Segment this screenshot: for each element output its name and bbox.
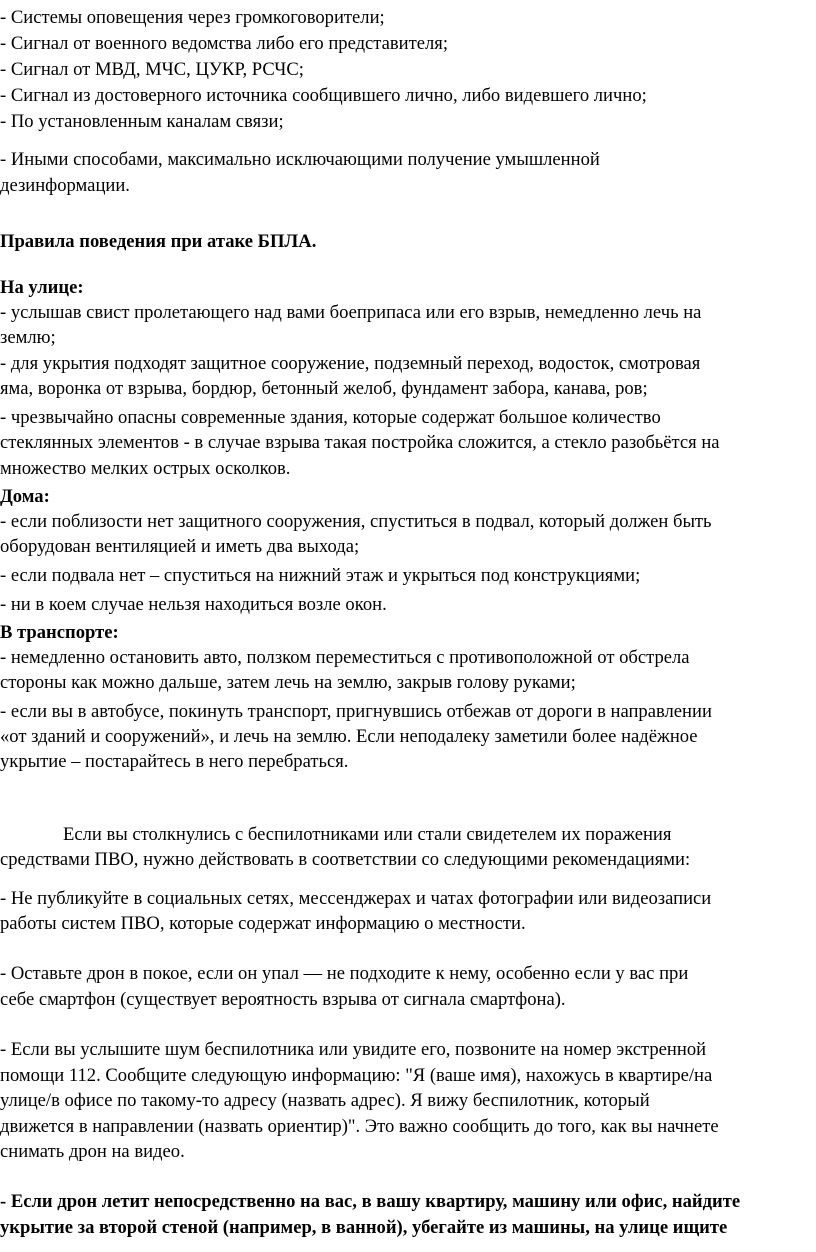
home-line: - если поблизости нет защитного сооружения, спуститься в подвал, который должен быть [0,511,712,532]
transport-line: стороны как можно дальше, затем лечь на землю, закрыв голову руками; [0,672,576,693]
drones-p3-line: - Если вы услышите шум беспилотника или увидите его, позвоните на номер экстренной [0,1039,707,1060]
intro-line: - Сигнал из достоверного источника сообщившего лично, либо видевшего лично; [0,85,647,106]
intro-line: - Системы оповещения через громкоговорители; [0,7,385,28]
street-line: землю; [0,327,56,348]
street-line: множество мелких острых осколков. [0,458,291,479]
intro-line: - Сигнал от военного ведомства либо его представителя; [0,33,449,54]
transport-heading: В транспорте: [0,622,119,643]
home-heading: Дома: [0,486,50,507]
rules-heading: Правила поведения при атаке БПЛА. [0,231,317,252]
street-line: - чрезвычайно опасны современные здания, которые содержат большое количество [0,407,661,428]
transport-line: «от зданий и сооружений», и лечь на землю. Если неподалеку заметили более надёжное [0,726,698,747]
drones-intro-line: Если вы столкнулись с беспилотниками или стали свидетелем их поражения [63,824,672,845]
drones-p3-line: снимать дрон на видео. [0,1141,185,1162]
street-line: яма, воронка от взрыва, бордюр, бетонный желоб, фундамент забора, канава, ров; [0,378,648,399]
drones-p1-line: работы систем ПВО, которые содержат информацию о местности. [0,913,526,934]
home-line: - если подвала нет – спуститься на нижний этаж и укрыться под конструкциями; [0,565,641,586]
street-line: стеклянных элементов - в случае взрыва такая постройка сложится, а стекло разобьётся на [0,432,720,453]
street-heading: На улице: [0,277,84,298]
street-line: - услышав свист пролетающего над вами боеприпаса или его взрыв, немедленно лечь на [0,302,702,323]
drones-p2-line: себе смартфон (существует вероятность взрыва от сигнала смартфона). [0,989,566,1010]
intro-line: - Иными способами, максимально исключающими получение умышленной [0,149,600,170]
home-line: - ни в коем случае нельзя находиться возле окон. [0,594,387,615]
drones-p3-line: движется в направлении (назвать ориентир)". Это важно сообщить до того, как вы начнете [0,1116,719,1137]
drones-p4-line: укрытие за второй стеной (например, в ванной), убегайте из машины, на улице ищите [0,1217,728,1238]
drones-intro-line: средствами ПВО, нужно действовать в соответствии со следующими рекомендациями: [0,849,691,870]
transport-line: укрытие – постарайтесь в него перебраться. [0,751,349,772]
home-line: оборудован вентиляцией и иметь два выхода; [0,536,360,557]
transport-line: - немедленно остановить авто, ползком переместиться с противоположной от обстрела [0,647,690,668]
transport-line: - если вы в автобусе, покинуть транспорт, пригнувшись отбежав от дороги в направлении [0,701,712,722]
drones-p4-line: - Если дрон летит непосредственно на вас, в вашу квартиру, машину или офис, найдите [0,1191,741,1212]
intro-line: - По установленным каналам связи; [0,111,284,132]
drones-p1-line: - Не публикуйте в социальных сетях, мессенджерах и чатах фотографии или видеозаписи [0,888,712,909]
drones-p3-line: улице/в офисе по такому-то адресу (назвать адрес). Я вижу беспилотник, который [0,1090,650,1111]
intro-line: дезинформации. [0,175,130,196]
intro-line: - Сигнал от МВД, МЧС, ЦУКР, РСЧС; [0,59,304,80]
drones-p3-line: помощи 112. Сообщите следующую информацию: "Я (ваше имя), нахожусь в квартире/на [0,1065,713,1086]
drones-p2-line: - Оставьте дрон в покое, если он упал — не подходите к нему, особенно если у вас при [0,963,689,984]
street-line: - для укрытия подходят защитное сооружение, подземный переход, водосток, смотровая [0,353,701,374]
